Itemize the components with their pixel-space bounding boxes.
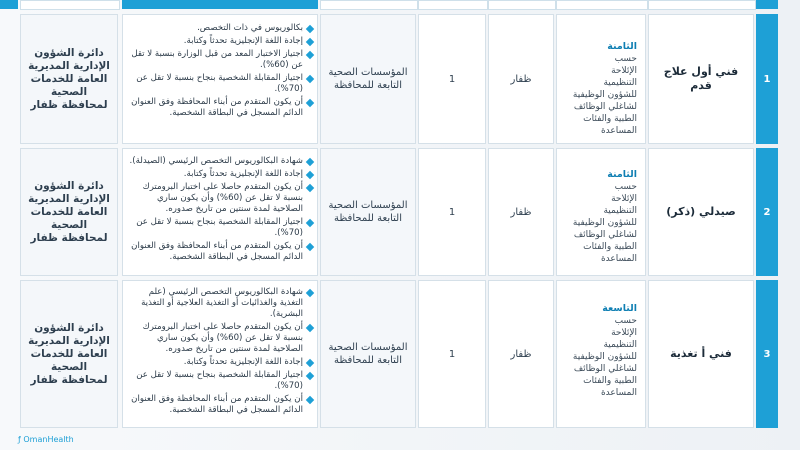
requirements-list xyxy=(121,287,317,418)
row-index: 2 xyxy=(763,206,771,218)
count-cell xyxy=(418,280,486,428)
institution-cell xyxy=(320,280,416,428)
grade-line: الطبية والفئات xyxy=(583,242,637,252)
count-value: 1 xyxy=(448,206,456,218)
grade-line: التنظيمية xyxy=(603,78,637,88)
requirement-item: اجتياز المقابلة الشخصية بنجاح بنسبة لا تقل عن (70%). xyxy=(125,217,303,239)
row-index: 3 xyxy=(763,348,771,360)
grade-cell xyxy=(556,14,646,144)
grade-line: الإئلاحة xyxy=(611,66,637,76)
header-cell xyxy=(648,0,756,10)
requirement-item: أن يكون المتقدم من أبناء المحافظة وفق العنوان الدائم المسجل في البطاقة الشخصية. xyxy=(125,241,303,263)
count-cell xyxy=(418,14,486,144)
requirement-item: اجتياز الاختبار المعد من قبل الوزارة بنسبة لا تقل عن (60%). xyxy=(125,49,303,71)
job-title: صيدلي (ذكر) xyxy=(666,205,736,218)
grade-line: الطبية والفئات xyxy=(583,114,637,124)
institution-text: المؤسسات الصحية التابعة للمحافظة xyxy=(328,200,408,224)
grade-line: الإئلاحة xyxy=(611,194,637,204)
grade-line: الطبية والفئات xyxy=(583,376,637,386)
requirements-cell xyxy=(122,14,318,144)
department-text: دائرة الشؤون الإدارية المديرية العامة للخدمات الصحية لمحافظة ظفار xyxy=(28,46,110,111)
location-cell xyxy=(488,14,554,144)
header-cell xyxy=(320,0,418,10)
count-value: 1 xyxy=(448,348,456,360)
requirement-item: إجادة اللغة الإنجليزية تحدثاً وكتابة. xyxy=(125,36,303,47)
grade-line: حسب xyxy=(614,316,637,326)
requirement-item: أن يكون المتقدم حاصلا على اختبار البرومترك بنسبة لا تقل عن (60%) وأن يكون ساري الصلاحية لمدة سنتين من تاريخ صدوره. xyxy=(125,322,303,355)
grade-line: للشؤون الوظيفية xyxy=(572,90,637,100)
grade-head: الثامنة xyxy=(607,169,637,180)
count-value: 1 xyxy=(448,73,456,85)
requirements-cell xyxy=(122,280,318,428)
job-title: فني أ تغذية xyxy=(670,347,732,360)
institution-cell xyxy=(320,148,416,276)
grade-line: حسب xyxy=(614,54,637,64)
department-cell xyxy=(20,280,118,428)
header-cell xyxy=(756,0,778,9)
row-index: 1 xyxy=(763,73,771,85)
facebook-icon: ƒ xyxy=(18,435,21,444)
department-cell xyxy=(20,148,118,276)
grade-line: لشاغلي الوظائف xyxy=(573,364,637,374)
header-cell xyxy=(122,0,318,9)
grade-line: المساعدة xyxy=(600,388,637,398)
requirement-item: أن يكون المتقدم حاصلا على اختبار البرومترك بنسبة لا تقل عن (60%) وأن يكون ساري الصلاحية لمدة سنتين من تاريخ صدوره. xyxy=(125,182,303,215)
institution-cell xyxy=(320,14,416,144)
requirements-cell xyxy=(122,148,318,276)
grade-head: التاسعة xyxy=(602,303,637,314)
location-cell xyxy=(488,280,554,428)
job-title-cell xyxy=(648,148,754,276)
requirement-item: أن يكون المتقدم من أبناء المحافظة وفق العنوان الدائم المسجل في البطاقة الشخصية. xyxy=(125,394,303,416)
count-cell xyxy=(418,148,486,276)
requirement-item: اجتياز المقابلة الشخصية بنجاح بنسبة لا تقل عن (70%). xyxy=(125,73,303,95)
row-index-cell xyxy=(756,14,778,144)
location-value: ظفار xyxy=(510,206,532,218)
grade-line: التنظيمية xyxy=(603,340,637,350)
grade-line: للشؤون الوظيفية xyxy=(572,218,637,228)
grade-line: الإئلاحة xyxy=(611,328,637,338)
grade-line: المساعدة xyxy=(600,254,637,264)
job-title-cell xyxy=(648,14,754,144)
grade-head: الثامنة xyxy=(607,41,637,52)
grade-text xyxy=(563,169,637,265)
header-cell xyxy=(418,0,488,10)
requirements-list xyxy=(121,23,317,121)
requirement-item: اجتياز المقابلة الشخصية بنجاح بنسبة لا تقل عن (70%). xyxy=(125,370,303,392)
location-cell xyxy=(488,148,554,276)
institution-text: المؤسسات الصحية التابعة للمحافظة xyxy=(328,342,408,366)
grade-line: التنظيمية xyxy=(603,206,637,216)
grade-cell xyxy=(556,148,646,276)
job-title: فني أول علاج قدم xyxy=(663,65,739,92)
requirement-item: إجادة اللغة الإنجليزية تحدثاً وكتابة. xyxy=(125,357,303,368)
requirement-item: أن يكون المتقدم من أبناء المحافظة وفق العنوان الدائم المسجل في البطاقة الشخصية. xyxy=(125,97,303,119)
row-index-cell xyxy=(756,280,778,428)
department-text: دائرة الشؤون الإدارية المديرية العامة للخدمات الصحية لمحافظة ظفار xyxy=(28,179,110,244)
footer-handle[interactable]: OmanHealth xyxy=(23,435,74,444)
header-cell xyxy=(20,0,120,10)
job-title-cell xyxy=(648,280,754,428)
department-cell xyxy=(20,14,118,144)
row-index-cell xyxy=(756,148,778,276)
grade-line: لشاغلي الوظائف xyxy=(573,230,637,240)
requirement-item: بكالوريوس في ذات التخصص. xyxy=(125,23,303,34)
grade-text xyxy=(563,303,637,399)
institution-text: المؤسسات الصحية التابعة للمحافظة xyxy=(328,67,408,91)
location-value: ظفار xyxy=(510,348,532,360)
header-cell xyxy=(488,0,556,10)
header-cell xyxy=(556,0,648,10)
requirement-item: إجادة اللغة الإنجليزية تحدثاً وكتابة. xyxy=(125,169,303,180)
location-value: ظفار xyxy=(510,73,532,85)
header-left-strip xyxy=(0,0,18,9)
requirement-item: شهادة البكالوريوس التخصص الرئيسي (علم التغذية والغذائيات أو التغذية العلاجية أو التغذية البشرية). xyxy=(125,287,303,320)
requirements-list xyxy=(121,156,317,265)
grade-line: لشاغلي الوظائف xyxy=(573,102,637,112)
grade-line: المساعدة xyxy=(600,126,637,136)
grade-line: حسب xyxy=(614,182,637,192)
department-text: دائرة الشؤون الإدارية المديرية العامة للخدمات الصحية لمحافظة ظفار xyxy=(28,321,110,386)
requirement-item: شهادة البكالوريوس التخصص الرئيسي (الصيدلة). xyxy=(125,156,303,167)
grade-line: للشؤون الوظيفية xyxy=(572,352,637,362)
grade-text xyxy=(563,41,637,137)
footer xyxy=(18,435,74,444)
grade-cell xyxy=(556,280,646,428)
